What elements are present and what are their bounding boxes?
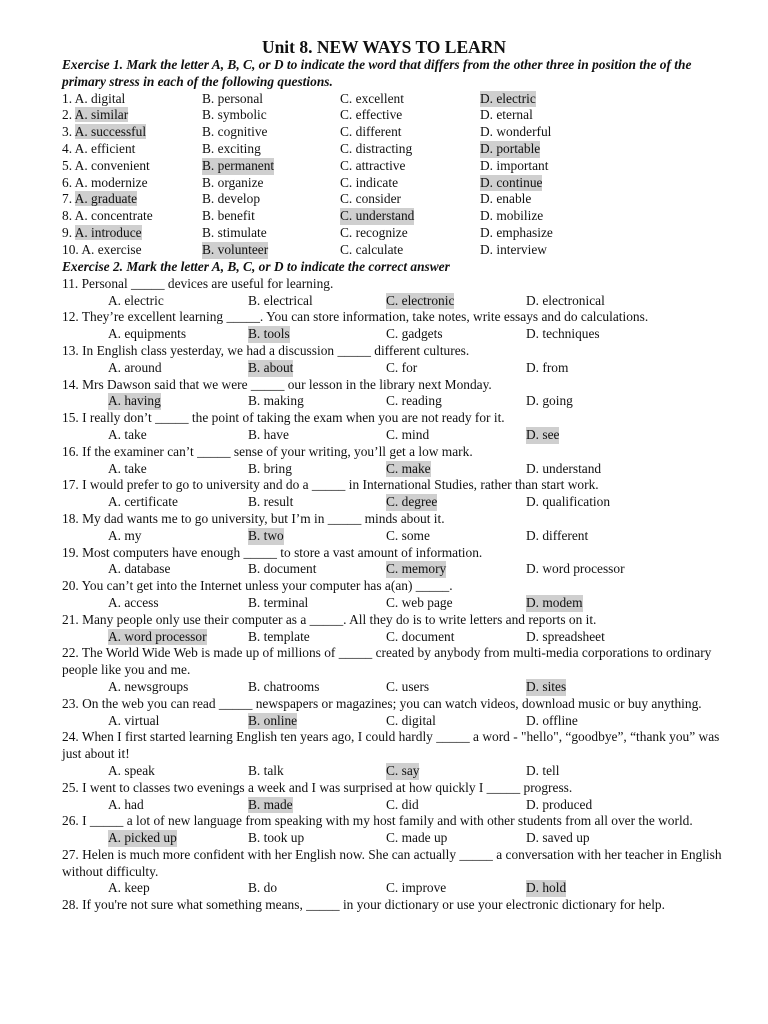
ex2-option-a: A. take	[108, 460, 147, 476]
ex2-options-row	[62, 427, 722, 444]
ex2-option-b: B. about	[248, 359, 294, 375]
ex2-option-d: D. from	[526, 359, 569, 375]
ex2-option-d: D. saved up	[526, 830, 590, 846]
ex2-option-d: D. sites	[526, 678, 567, 694]
ex1-option-d: D. portable	[480, 140, 541, 156]
exercise-1-list	[62, 91, 722, 259]
ex1-option-b: B. exciting	[202, 140, 261, 156]
ex2-question	[62, 444, 722, 478]
ex2-options-row	[62, 763, 722, 780]
ex1-question-number-option-a: 4. A. efficient	[62, 140, 136, 156]
ex2-question	[62, 309, 722, 343]
ex2-option-a: A. electric	[108, 292, 164, 308]
ex2-option-d: D. word processor	[526, 561, 625, 577]
ex2-option-c: C. gadgets	[386, 326, 443, 342]
ex2-option-c: C. mind	[386, 426, 430, 442]
ex2-options-row	[62, 326, 722, 343]
ex2-option-a: A. certificate	[108, 494, 178, 510]
ex1-option-d: D. continue	[480, 174, 543, 190]
ex2-question-stem: 12. They’re excellent learning _____. You can store information, take notes, write essays and do calculations.	[62, 309, 649, 325]
ex2-option-c: C. some	[386, 527, 430, 543]
ex2-question-stem: 23. On the web you can read _____ newspapers or magazines; you can watch videos, download music or buy anything.	[62, 695, 702, 711]
ex1-option-d: D. mobilize	[480, 208, 544, 224]
ex2-option-a: A. my	[108, 527, 142, 543]
ex2-question-stem: 22. The World Wide Web is made up of millions of _____ created by anybody from multi-media corporations to ordinary people like you and me.	[62, 645, 712, 678]
ex1-question-row	[62, 158, 722, 175]
ex1-option-c: C. calculate	[340, 241, 404, 257]
ex2-option-d: D. techniques	[526, 326, 600, 342]
ex2-options-row	[62, 528, 722, 545]
ex2-options-row	[62, 393, 722, 410]
ex1-question-number-option-a: 2. A. similar	[62, 107, 129, 123]
exercise-1	[62, 57, 722, 259]
ex2-options-row	[62, 360, 722, 377]
ex2-option-d: D. tell	[526, 762, 560, 778]
ex2-question-stem: 13. In English class yesterday, we had a discussion _____ different cultures.	[62, 342, 470, 358]
ex2-question-stem: 18. My dad wants me to go university, but I’m in _____ minds about it.	[62, 510, 445, 526]
ex1-option-d: D. important	[480, 157, 549, 173]
ex2-option-a: A. equipments	[108, 326, 187, 342]
ex2-option-c: C. digital	[386, 712, 436, 728]
ex1-question-row	[62, 91, 722, 108]
ex1-question-row	[62, 191, 722, 208]
exercise-2	[62, 259, 722, 914]
ex1-option-c: C. understand	[340, 208, 415, 224]
ex1-option-c: C. distracting	[340, 140, 413, 156]
ex2-option-a: A. speak	[108, 762, 155, 778]
ex2-option-a: A. database	[108, 561, 171, 577]
ex2-question	[62, 545, 722, 579]
ex2-option-b: B. do	[248, 880, 278, 896]
ex2-question	[62, 276, 722, 310]
ex2-option-b: B. took up	[248, 830, 305, 846]
ex1-question-row	[62, 175, 722, 192]
ex1-option-d: D. electric	[480, 90, 536, 106]
ex2-option-b: B. result	[248, 494, 294, 510]
ex2-option-a: A. having	[108, 393, 161, 409]
ex2-question	[62, 511, 722, 545]
exercise-2-heading: Exercise 2. Mark the letter A, B, C, or D to indicate the correct answer	[62, 259, 450, 274]
ex2-options-row	[62, 293, 722, 310]
ex2-option-d: D. modem	[526, 594, 583, 610]
ex2-option-d: D. qualification	[526, 494, 611, 510]
ex1-option-c: C. different	[340, 124, 402, 140]
ex2-question-stem: 11. Personal _____ devices are useful for learning.	[62, 275, 334, 291]
ex1-question-row	[62, 242, 722, 259]
ex2-option-d: D. electronical	[526, 292, 605, 308]
ex2-question-stem: 26. I _____ a lot of new language from speaking with my host family and with other students from all over the world.	[62, 813, 693, 829]
ex2-question-stem: 21. Many people only use their computer as a _____. All they do is to write letters and reports on it.	[62, 611, 597, 627]
ex1-question-row	[62, 225, 722, 242]
ex1-option-b: B. symbolic	[202, 107, 267, 123]
ex2-option-a: A. access	[108, 594, 159, 610]
ex2-question-stem: 17. I would prefer to go to university and do a _____ in International Studies, rather than start work.	[62, 477, 599, 493]
exercise-2-list	[62, 276, 722, 897]
ex1-question-row	[62, 208, 722, 225]
ex2-option-a: A. picked up	[108, 830, 177, 846]
ex1-option-d: D. eternal	[480, 107, 533, 123]
ex2-option-c: C. did	[386, 796, 419, 812]
ex2-option-d: D. different	[526, 527, 589, 543]
ex1-option-c: C. attractive	[340, 157, 406, 173]
ex2-question	[62, 410, 722, 444]
ex2-option-d: D. produced	[526, 796, 593, 812]
ex2-option-a: A. around	[108, 359, 162, 375]
ex2-question	[62, 729, 722, 779]
ex1-question-row	[62, 141, 722, 158]
ex1-question-number-option-a: 9. A. introduce	[62, 224, 142, 240]
ex2-option-b: B. terminal	[248, 594, 309, 610]
ex2-question-stem: 16. If the examiner can’t _____ sense of your writing, you’ll get a low mark.	[62, 443, 473, 459]
ex2-option-b: B. template	[248, 628, 310, 644]
ex2-option-b: B. chatrooms	[248, 678, 320, 694]
ex1-option-b: B. volunteer	[202, 241, 269, 257]
ex2-question-stem: 27. Helen is much more confident with her English now. She can actually _____ a conversation with her teacher in English without difficulty.	[62, 846, 722, 879]
ex1-option-c: C. excellent	[340, 90, 404, 106]
ex2-question	[62, 578, 722, 612]
ex2-question	[62, 612, 722, 646]
ex2-option-b: B. bring	[248, 460, 292, 476]
ex2-options-row	[62, 629, 722, 646]
ex1-question-number-option-a: 5. A. convenient	[62, 157, 150, 173]
ex2-option-c: C. document	[386, 628, 455, 644]
ex1-question-number-option-a: 6. A. modernize	[62, 174, 148, 190]
ex1-option-b: B. develop	[202, 191, 261, 207]
ex2-options-row	[62, 797, 722, 814]
ex1-option-b: B. organize	[202, 174, 264, 190]
ex2-option-d: D. see	[526, 426, 560, 442]
ex2-options-row	[62, 595, 722, 612]
ex2-options-row	[62, 561, 722, 578]
ex2-question	[62, 477, 722, 511]
ex2-question-stem: 24. When I first started learning English ten years ago, I could hardly _____ a word - "hello", “goodbye”, “thank you” was just about it!	[62, 729, 720, 762]
ex2-options-row	[62, 830, 722, 847]
ex1-question-row	[62, 107, 722, 124]
ex1-option-d: D. interview	[480, 241, 547, 257]
ex2-question	[62, 813, 722, 847]
ex1-option-b: B. permanent	[202, 157, 275, 173]
ex2-option-a: A. newsgroups	[108, 678, 189, 694]
ex1-question-number-option-a: 10. A. exercise	[62, 241, 142, 257]
ex1-question-number-option-a: 7. A. graduate	[62, 191, 138, 207]
ex2-question	[62, 645, 722, 695]
ex2-question-stem: 14. Mrs Dawson said that we were _____ our lesson in the library next Monday.	[62, 376, 492, 392]
ex2-question	[62, 780, 722, 814]
ex2-options-row	[62, 494, 722, 511]
ex1-option-c: C. recognize	[340, 224, 408, 240]
page-title: Unit 8. NEW WAYS TO LEARN	[261, 37, 507, 57]
ex2-option-d: D. understand	[526, 460, 602, 476]
ex2-question-stem: 25. I went to classes two evenings a week and I was surprised at how quickly I _____ progress.	[62, 779, 573, 795]
ex1-option-b: B. benefit	[202, 208, 255, 224]
ex2-option-d: D. spreadsheet	[526, 628, 605, 644]
ex2-option-b: B. online	[248, 712, 298, 728]
ex1-option-b: B. cognitive	[202, 124, 268, 140]
ex2-option-c: C. improve	[386, 880, 447, 896]
ex2-option-c: C. degree	[386, 494, 438, 510]
ex2-option-c: C. made up	[386, 830, 448, 846]
ex1-option-c: C. effective	[340, 107, 403, 123]
ex1-option-b: B. stimulate	[202, 224, 267, 240]
ex2-question-stem: 19. Most computers have enough _____ to store a vast amount of information.	[62, 544, 483, 560]
ex2-options-row	[62, 461, 722, 478]
ex2-option-a: A. take	[108, 426, 147, 442]
exercise-1-heading: Exercise 1. Mark the letter A, B, C, or D to indicate the word that differs from the other three in position the of the primary stress in each of the following questions.	[62, 57, 692, 89]
ex2-option-b: B. made	[248, 796, 293, 812]
ex1-option-b: B. personal	[202, 90, 263, 106]
ex2-option-b: B. document	[248, 561, 317, 577]
ex2-option-a: A. had	[108, 796, 144, 812]
ex2-option-a: A. virtual	[108, 712, 160, 728]
ex1-option-d: D. emphasize	[480, 224, 553, 240]
ex2-option-b: B. two	[248, 527, 284, 543]
ex2-option-b: B. electrical	[248, 292, 313, 308]
ex2-question-stem: 15. I really don’t _____ the point of taking the exam when you are not ready for it.	[62, 410, 505, 426]
ex1-option-d: D. enable	[480, 191, 532, 207]
ex2-option-a: A. keep	[108, 880, 150, 896]
ex2-options-row	[62, 713, 722, 730]
ex1-question-number-option-a: 3. A. successful	[62, 124, 147, 140]
ex2-option-b: B. making	[248, 393, 304, 409]
ex2-question	[62, 847, 722, 897]
ex2-option-c: C. users	[386, 678, 430, 694]
ex2-option-c: C. web page	[386, 594, 453, 610]
ex2-option-c: C. for	[386, 359, 418, 375]
question-28-stem: 28. If you're not sure what something means, _____ in your dictionary or use your electronic dictionary for help.	[62, 897, 665, 913]
ex1-question-row	[62, 124, 722, 141]
ex1-option-d: D. wonderful	[480, 124, 552, 140]
ex1-option-c: C. indicate	[340, 174, 399, 190]
ex2-option-a: A. word processor	[108, 628, 207, 644]
ex1-option-c: C. consider	[340, 191, 401, 207]
ex2-option-d: D. hold	[526, 880, 567, 896]
ex2-option-b: B. tools	[248, 326, 290, 342]
ex1-question-number-option-a: 1. A. digital	[62, 90, 126, 106]
ex2-options-row	[62, 679, 722, 696]
ex2-options-row	[62, 880, 722, 897]
ex2-option-c: C. memory	[386, 561, 447, 577]
ex2-option-d: D. going	[526, 393, 573, 409]
ex2-option-c: C. electronic	[386, 292, 455, 308]
ex2-question	[62, 377, 722, 411]
ex2-option-b: B. talk	[248, 762, 284, 778]
ex2-question	[62, 343, 722, 377]
ex2-option-c: C. make	[386, 460, 431, 476]
ex1-question-number-option-a: 8. A. concentrate	[62, 208, 153, 224]
ex2-option-b: B. have	[248, 426, 289, 442]
ex2-question-stem: 20. You can’t get into the Internet unless your computer has a(an) _____.	[62, 578, 453, 594]
ex2-option-d: D. offline	[526, 712, 578, 728]
ex2-question	[62, 696, 722, 730]
ex2-option-c: C. say	[386, 762, 420, 778]
ex2-option-c: C. reading	[386, 393, 442, 409]
